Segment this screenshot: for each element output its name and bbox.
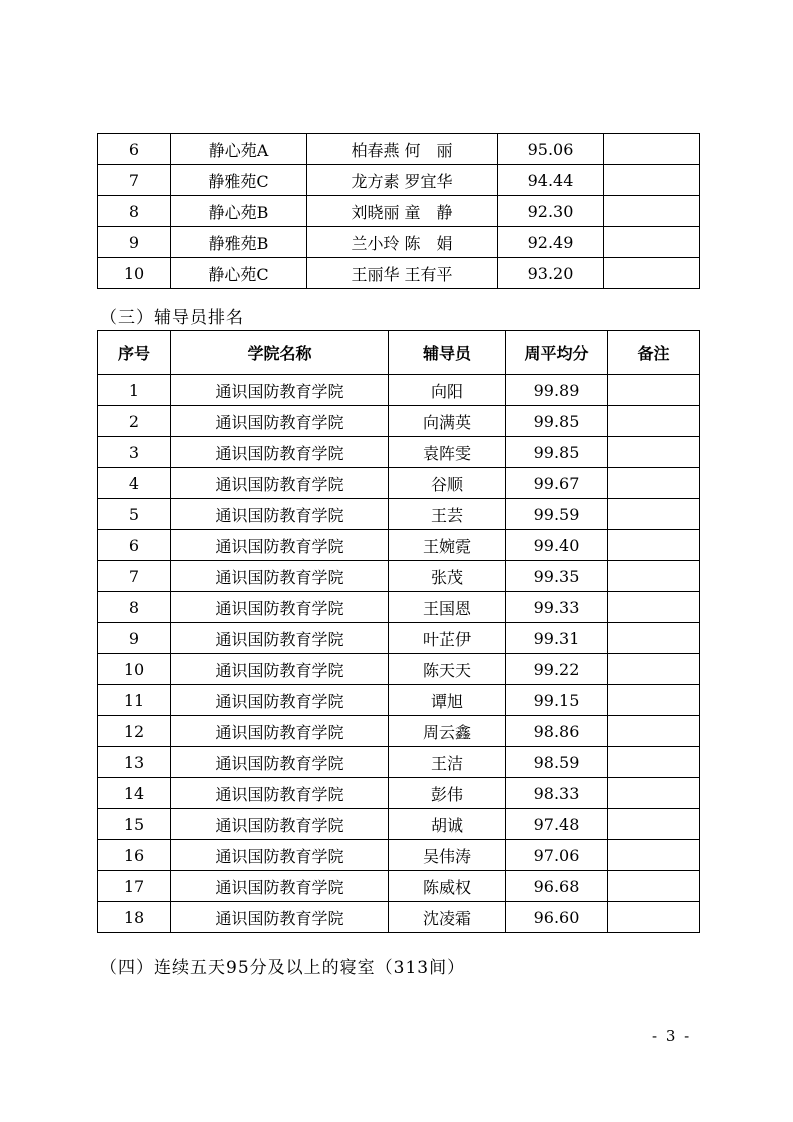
cell-index: 11: [98, 685, 171, 716]
cell-remarks: [608, 747, 700, 778]
cell-remarks: [604, 134, 700, 165]
cell-remarks: [608, 716, 700, 747]
cell-counselor: 王婉霓: [389, 530, 506, 561]
section-heading-dorms-streak: （四）连续五天95分及以上的寝室（313间）: [100, 958, 466, 978]
header-college: 学院名称: [171, 331, 389, 375]
cell-index: 15: [98, 809, 171, 840]
cell-remarks: [608, 375, 700, 406]
cell-college: 通识国防教育学院: [171, 375, 389, 406]
cell-index: 7: [98, 561, 171, 592]
cell-college: 通识国防教育学院: [171, 530, 389, 561]
table-row: [98, 716, 700, 747]
cell-college: 通识国防教育学院: [171, 871, 389, 902]
cell-remarks: [608, 654, 700, 685]
cell-index: 2: [98, 406, 171, 437]
cell-staff: 王丽华 王有平: [307, 258, 498, 289]
cell-counselor: 向阳: [389, 375, 506, 406]
cell-remarks: [608, 406, 700, 437]
table-row: [98, 134, 700, 165]
cell-college: 通识国防教育学院: [171, 778, 389, 809]
cell-score: 95.06: [498, 134, 604, 165]
cell-counselor: 叶芷伊: [389, 623, 506, 654]
cell-counselor: 沈凌霜: [389, 902, 506, 933]
table-row: [98, 840, 700, 871]
cell-score: 99.85: [506, 406, 608, 437]
cell-college: 通识国防教育学院: [171, 499, 389, 530]
table-header-row: [98, 331, 700, 375]
cell-score: 99.35: [506, 561, 608, 592]
cell-counselor: 张茂: [389, 561, 506, 592]
cell-dorm: 静心苑C: [171, 258, 307, 289]
cell-index: 8: [98, 196, 171, 227]
table-row: [98, 196, 700, 227]
cell-score: 92.30: [498, 196, 604, 227]
cell-remarks: [608, 871, 700, 902]
cell-college: 通识国防教育学院: [171, 654, 389, 685]
table-row: [98, 654, 700, 685]
cell-counselor: 向满英: [389, 406, 506, 437]
section-heading-counselor-ranking: （三）辅导员排名: [100, 308, 244, 328]
cell-score: 99.31: [506, 623, 608, 654]
table-row: [98, 685, 700, 716]
cell-staff: 刘晓丽 童 静: [307, 196, 498, 227]
cell-index: 6: [98, 530, 171, 561]
cell-remarks: [608, 592, 700, 623]
table-row: [98, 437, 700, 468]
cell-index: 4: [98, 468, 171, 499]
table-row: [98, 530, 700, 561]
cell-remarks: [608, 530, 700, 561]
header-weekly-average: 周平均分: [506, 331, 608, 375]
cell-counselor: 胡诚: [389, 809, 506, 840]
cell-score: 96.60: [506, 902, 608, 933]
cell-score: 99.85: [506, 437, 608, 468]
cell-score: 99.67: [506, 468, 608, 499]
cell-remarks: [608, 902, 700, 933]
cell-remarks: [608, 468, 700, 499]
cell-dorm: 静雅苑C: [171, 165, 307, 196]
table-row: [98, 592, 700, 623]
cell-college: 通识国防教育学院: [171, 685, 389, 716]
cell-dorm: 静雅苑B: [171, 227, 307, 258]
cell-index: 9: [98, 227, 171, 258]
cell-college: 通识国防教育学院: [171, 623, 389, 654]
cell-remarks: [608, 499, 700, 530]
cell-score: 99.40: [506, 530, 608, 561]
cell-score: 97.48: [506, 809, 608, 840]
cell-counselor: 谷顺: [389, 468, 506, 499]
cell-score: 99.22: [506, 654, 608, 685]
cell-college: 通识国防教育学院: [171, 716, 389, 747]
cell-index: 10: [98, 654, 171, 685]
cell-index: 13: [98, 747, 171, 778]
cell-remarks: [604, 165, 700, 196]
table-row: [98, 406, 700, 437]
cell-index: 10: [98, 258, 171, 289]
table-row: [98, 227, 700, 258]
cell-counselor: 彭伟: [389, 778, 506, 809]
cell-score: 99.15: [506, 685, 608, 716]
table-row: [98, 375, 700, 406]
cell-score: 92.49: [498, 227, 604, 258]
table-row: [98, 902, 700, 933]
cell-remarks: [608, 840, 700, 871]
table-row: [98, 623, 700, 654]
cell-remarks: [608, 685, 700, 716]
cell-counselor: 周云鑫: [389, 716, 506, 747]
cell-staff: 龙方素 罗宜华: [307, 165, 498, 196]
header-remarks: 备注: [608, 331, 700, 375]
cell-college: 通识国防教育学院: [171, 592, 389, 623]
cell-dorm: 静心苑A: [171, 134, 307, 165]
table-row: [98, 561, 700, 592]
cell-index: 18: [98, 902, 171, 933]
cell-counselor: 袁阵雯: [389, 437, 506, 468]
cell-score: 99.59: [506, 499, 608, 530]
cell-college: 通识国防教育学院: [171, 406, 389, 437]
cell-index: 12: [98, 716, 171, 747]
cell-counselor: 王芸: [389, 499, 506, 530]
cell-index: 8: [98, 592, 171, 623]
cell-college: 通识国防教育学院: [171, 809, 389, 840]
cell-remarks: [608, 623, 700, 654]
cell-college: 通识国防教育学院: [171, 468, 389, 499]
cell-score: 94.44: [498, 165, 604, 196]
cell-remarks: [608, 778, 700, 809]
cell-counselor: 王洁: [389, 747, 506, 778]
dorm-ranking-table-continued: [97, 133, 700, 289]
cell-index: 6: [98, 134, 171, 165]
page-number: - 3 -: [652, 1027, 692, 1045]
cell-college: 通识国防教育学院: [171, 747, 389, 778]
header-counselor: 辅导员: [389, 331, 506, 375]
cell-score: 96.68: [506, 871, 608, 902]
table-row: [98, 499, 700, 530]
cell-index: 7: [98, 165, 171, 196]
cell-remarks: [608, 809, 700, 840]
cell-score: 93.20: [498, 258, 604, 289]
cell-college: 通识国防教育学院: [171, 437, 389, 468]
cell-remarks: [608, 561, 700, 592]
cell-index: 3: [98, 437, 171, 468]
cell-counselor: 陈天天: [389, 654, 506, 685]
counselor-ranking-table: [97, 330, 700, 933]
cell-score: 99.33: [506, 592, 608, 623]
cell-college: 通识国防教育学院: [171, 561, 389, 592]
cell-index: 16: [98, 840, 171, 871]
table-row: [98, 165, 700, 196]
table-row: [98, 258, 700, 289]
table-row: [98, 809, 700, 840]
cell-index: 9: [98, 623, 171, 654]
table-row: [98, 871, 700, 902]
cell-index: 14: [98, 778, 171, 809]
cell-index: 1: [98, 375, 171, 406]
cell-remarks: [604, 227, 700, 258]
header-index: 序号: [98, 331, 171, 375]
cell-score: 98.59: [506, 747, 608, 778]
cell-counselor: 王国恩: [389, 592, 506, 623]
cell-score: 99.89: [506, 375, 608, 406]
cell-college: 通识国防教育学院: [171, 840, 389, 871]
table-row: [98, 747, 700, 778]
cell-score: 98.86: [506, 716, 608, 747]
cell-college: 通识国防教育学院: [171, 902, 389, 933]
cell-remarks: [604, 196, 700, 227]
cell-index: 17: [98, 871, 171, 902]
cell-score: 97.06: [506, 840, 608, 871]
cell-dorm: 静心苑B: [171, 196, 307, 227]
table-row: [98, 778, 700, 809]
cell-counselor: 谭旭: [389, 685, 506, 716]
cell-staff: 柏春燕 何 丽: [307, 134, 498, 165]
cell-counselor: 吴伟涛: [389, 840, 506, 871]
cell-remarks: [604, 258, 700, 289]
cell-remarks: [608, 437, 700, 468]
cell-index: 5: [98, 499, 171, 530]
cell-counselor: 陈威权: [389, 871, 506, 902]
cell-score: 98.33: [506, 778, 608, 809]
table-row: [98, 468, 700, 499]
cell-staff: 兰小玲 陈 娟: [307, 227, 498, 258]
